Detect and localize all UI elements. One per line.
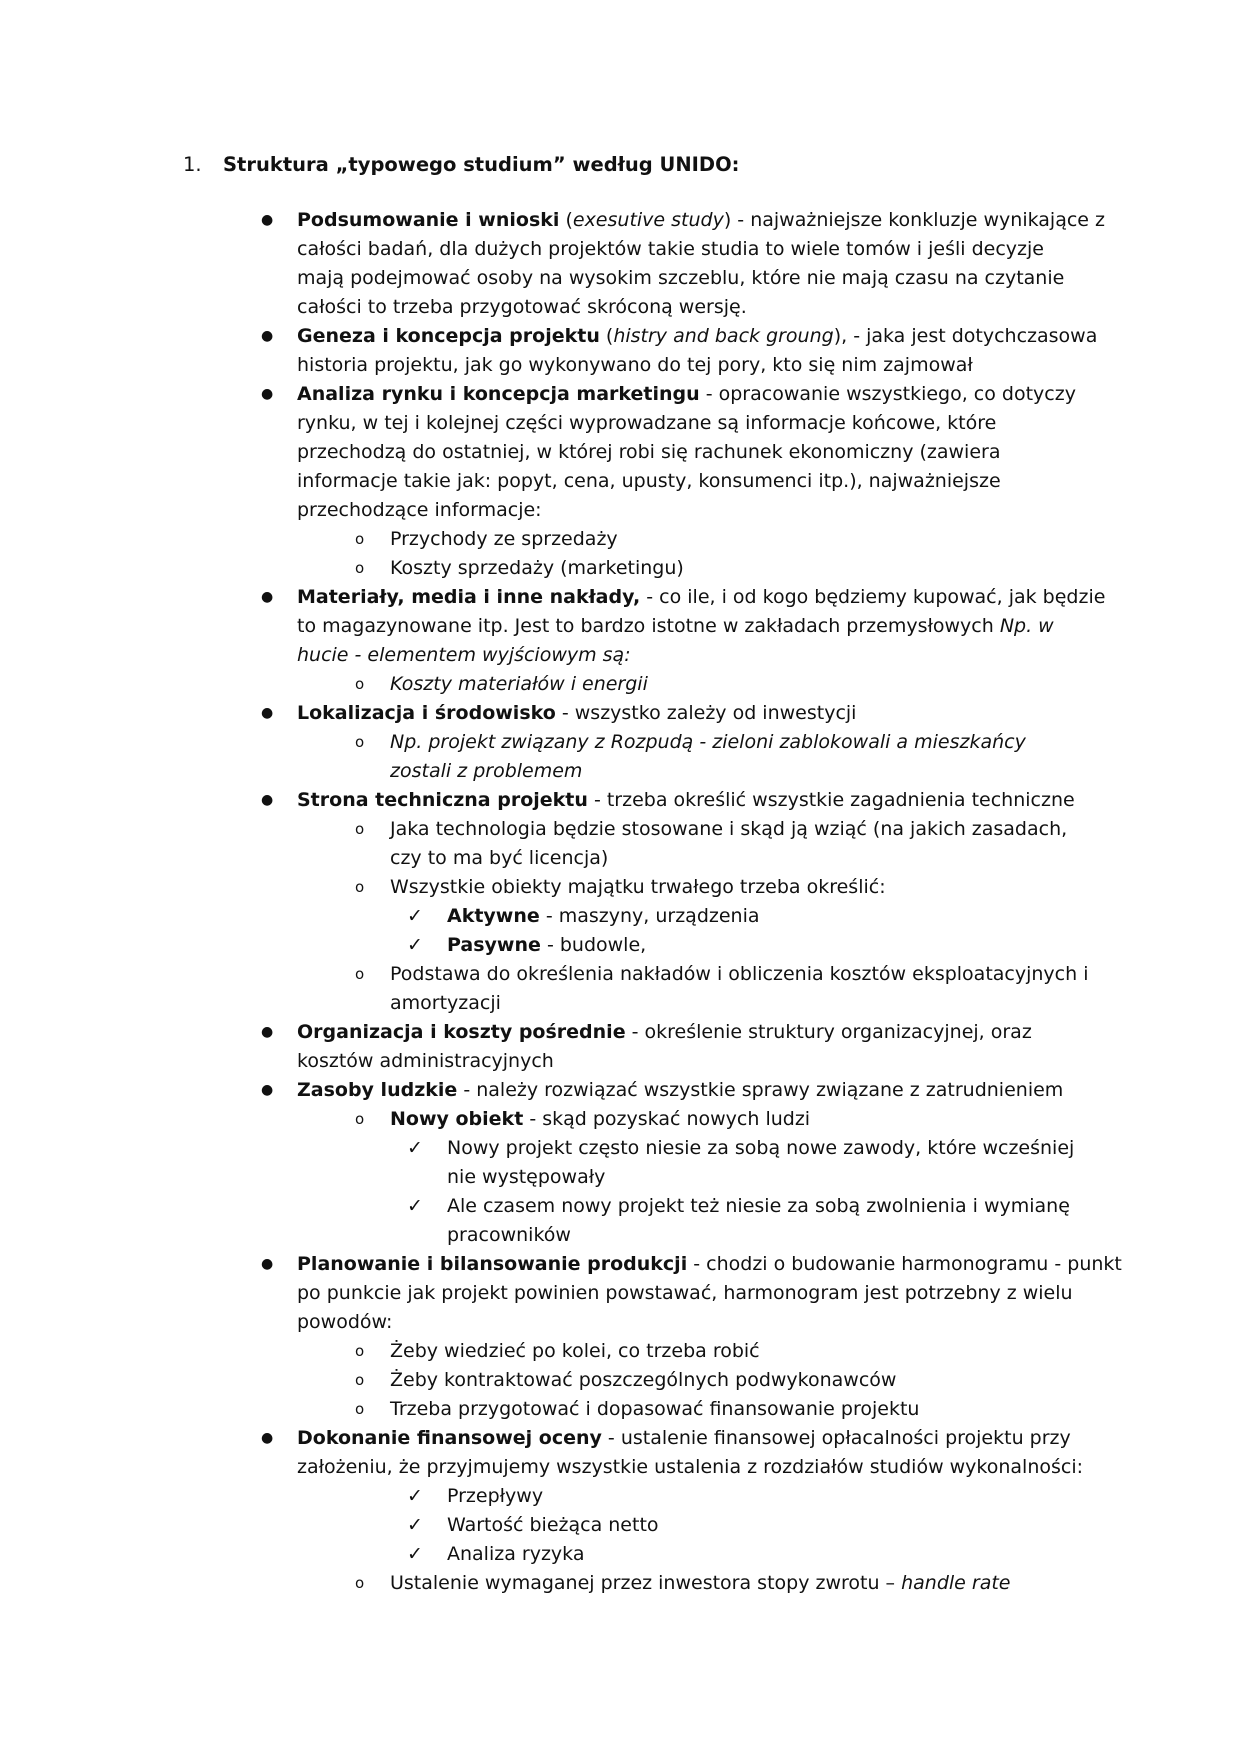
- check-item: ✓ Pasywne - budowle,: [447, 931, 646, 960]
- bullet-icon: ●: [261, 1082, 274, 1098]
- heading-number: 1.: [183, 153, 202, 176]
- sub-list-item: o Żeby wiedzieć po kolei, co trzeba robić: [390, 1337, 760, 1366]
- circle-bullet-icon: o: [355, 675, 365, 693]
- list-item-continuation: informacje takie jak: popyt, cena, upusty, konsumenci itp.), najważniejsze: [297, 470, 1001, 492]
- list-item-continuation: przechodzą do ostatniej, w której robi się rachunek ekonomiczny (zawiera: [297, 441, 1001, 463]
- bullet-icon: ●: [261, 705, 274, 721]
- check-item: ✓ Analiza ryzyka: [447, 1540, 584, 1569]
- list-item: ● Strona techniczna projektu - trzeba określić wszystkie zagadnienia techniczne: [297, 786, 1075, 815]
- circle-bullet-icon: o: [355, 530, 365, 548]
- check-item: ✓ Nowy projekt często niesie za sobą nowe zawody, które wcześniej: [447, 1134, 1074, 1163]
- sub-list-item-continuation: zostali z problemem: [390, 760, 583, 782]
- list-item-continuation: całości badań, dla dużych projektów takie studia to wiele tomów i jeśli decyzje: [297, 238, 1044, 260]
- bullet-icon: ●: [261, 212, 274, 228]
- circle-bullet-icon: o: [355, 733, 365, 751]
- check-item: ✓ Aktywne - maszyny, urządzenia: [447, 902, 760, 931]
- sub-list-item: o Przychody ze sprzedaży: [390, 525, 618, 554]
- list-item: ● Geneza i koncepcja projektu (histry and back groung), - jaka jest dotychczasowa: [297, 322, 1097, 351]
- list-item: ● Planowanie i bilansowanie produkcji - chodzi o budowanie harmonogramu - punkt: [297, 1250, 1122, 1279]
- sub-list-item: o Ustalenie wymaganej przez inwestora stopy zwrotu – handle rate: [390, 1569, 1011, 1598]
- checkmark-icon: ✓: [407, 905, 423, 927]
- circle-bullet-icon: o: [355, 1110, 365, 1128]
- list-item-continuation: kosztów administracyjnych: [297, 1050, 554, 1072]
- list-item: ● Materiały, media i inne nakłady, - co ile, i od kogo będziemy kupować, jak będzie: [297, 583, 1105, 612]
- list-item-continuation: powodów:: [297, 1311, 393, 1333]
- circle-bullet-icon: o: [355, 1342, 365, 1360]
- sub-list-item: o Jaka technologia będzie stosowane i skąd ją wziąć (na jakich zasadach,: [390, 815, 1067, 844]
- circle-bullet-icon: o: [355, 559, 365, 577]
- list-item-continuation: po punkcie jak projekt powinien powstawać, harmonogram jest potrzebny z wielu: [297, 1282, 1073, 1304]
- list-item: ● Lokalizacja i środowisko - wszystko zależy od inwestycji: [297, 699, 856, 728]
- sub-list-item: o Wszystkie obiekty majątku trwałego trzeba określić:: [390, 873, 886, 902]
- bullet-icon: ●: [261, 589, 274, 605]
- list-item-continuation: hucie - elementem wyjściowym są:: [297, 644, 631, 666]
- list-item-continuation: mają podejmować osoby na wysokim szczeblu, które nie mają czasu na czytanie: [297, 267, 1065, 289]
- check-item-continuation: pracowników: [447, 1224, 571, 1246]
- list-item: ● Analiza rynku i koncepcja marketingu - opracowanie wszystkiego, co dotyczy: [297, 380, 1076, 409]
- bullet-icon: ●: [261, 1256, 274, 1272]
- bullet-icon: ●: [261, 386, 274, 402]
- list-item-continuation: przechodzące informacje:: [297, 499, 542, 521]
- sub-list-item: o Żeby kontraktować poszczególnych podwykonawców: [390, 1366, 896, 1395]
- heading-title: Struktura „typowego studium” według UNIDO:: [223, 153, 740, 176]
- list-item: ● Podsumowanie i wnioski (exesutive study) - najważniejsze konkluzje wynikające z: [297, 206, 1105, 235]
- bullet-icon: ●: [261, 328, 274, 344]
- sub-list-item: o Podstawa do określenia nakładów i obliczenia kosztów eksploatacyjnych i: [390, 960, 1088, 989]
- circle-bullet-icon: o: [355, 965, 365, 983]
- sub-list-item: o Trzeba przygotować i dopasować finansowanie projektu: [390, 1395, 919, 1424]
- sub-list-item: o Np. projekt związany z Rozpudą - zieloni zablokowali a mieszkańcy: [390, 728, 1026, 757]
- checkmark-icon: ✓: [407, 1195, 423, 1217]
- list-item-continuation: to magazynowane itp. Jest to bardzo istotne w zakładach przemysłowych Np. w: [297, 615, 1054, 637]
- circle-bullet-icon: o: [355, 1400, 365, 1418]
- checkmark-icon: ✓: [407, 1137, 423, 1159]
- section-heading: [183, 150, 739, 179]
- list-item: ● Zasoby ludzkie - należy rozwiązać wszystkie sprawy związane z zatrudnieniem: [297, 1076, 1063, 1105]
- list-item-continuation: historia projektu, jak go wykonywano do tej pory, kto się nim zajmował: [297, 354, 973, 376]
- sub-list-item: o Nowy obiekt - skąd pozyskać nowych ludzi: [390, 1105, 810, 1134]
- checkmark-icon: ✓: [407, 1543, 423, 1565]
- circle-bullet-icon: o: [355, 1371, 365, 1389]
- check-item: ✓ Ale czasem nowy projekt też niesie za sobą zwolnienia i wymianę: [447, 1192, 1070, 1221]
- bullet-icon: ●: [261, 1024, 274, 1040]
- sub-list-item-continuation: czy to ma być licencja): [390, 847, 609, 869]
- list-item-continuation: całości to trzeba przygotować skróconą wersję.: [297, 296, 747, 318]
- circle-bullet-icon: o: [355, 820, 365, 838]
- checkmark-icon: ✓: [407, 1514, 423, 1536]
- check-item: ✓ Przepływy: [447, 1482, 543, 1511]
- sub-list-item: o Koszty sprzedaży (marketingu): [390, 554, 684, 583]
- checkmark-icon: ✓: [407, 934, 423, 956]
- list-item: ● Dokonanie finansowej oceny - ustalenie finansowej opłacalności projektu przy: [297, 1424, 1071, 1453]
- circle-bullet-icon: o: [355, 1574, 365, 1592]
- circle-bullet-icon: o: [355, 878, 365, 896]
- check-item-continuation: nie występowały: [447, 1166, 606, 1188]
- checkmark-icon: ✓: [407, 1485, 423, 1507]
- list-item-continuation: założeniu, że przyjmujemy wszystkie ustalenia z rozdziałów studiów wykonalności:: [297, 1456, 1084, 1478]
- list-item: ● Organizacja i koszty pośrednie - określenie struktury organizacyjnej, oraz: [297, 1018, 1032, 1047]
- list-item-continuation: rynku, w tej i kolejnej części wyprowadzane są informacje końcowe, które: [297, 412, 997, 434]
- bullet-icon: ●: [261, 792, 274, 808]
- bullet-icon: ●: [261, 1430, 274, 1446]
- check-item: ✓ Wartość bieżąca netto: [447, 1511, 659, 1540]
- sub-list-item-continuation: amortyzacji: [390, 992, 501, 1014]
- sub-list-item: o Koszty materiałów i energii: [390, 670, 648, 699]
